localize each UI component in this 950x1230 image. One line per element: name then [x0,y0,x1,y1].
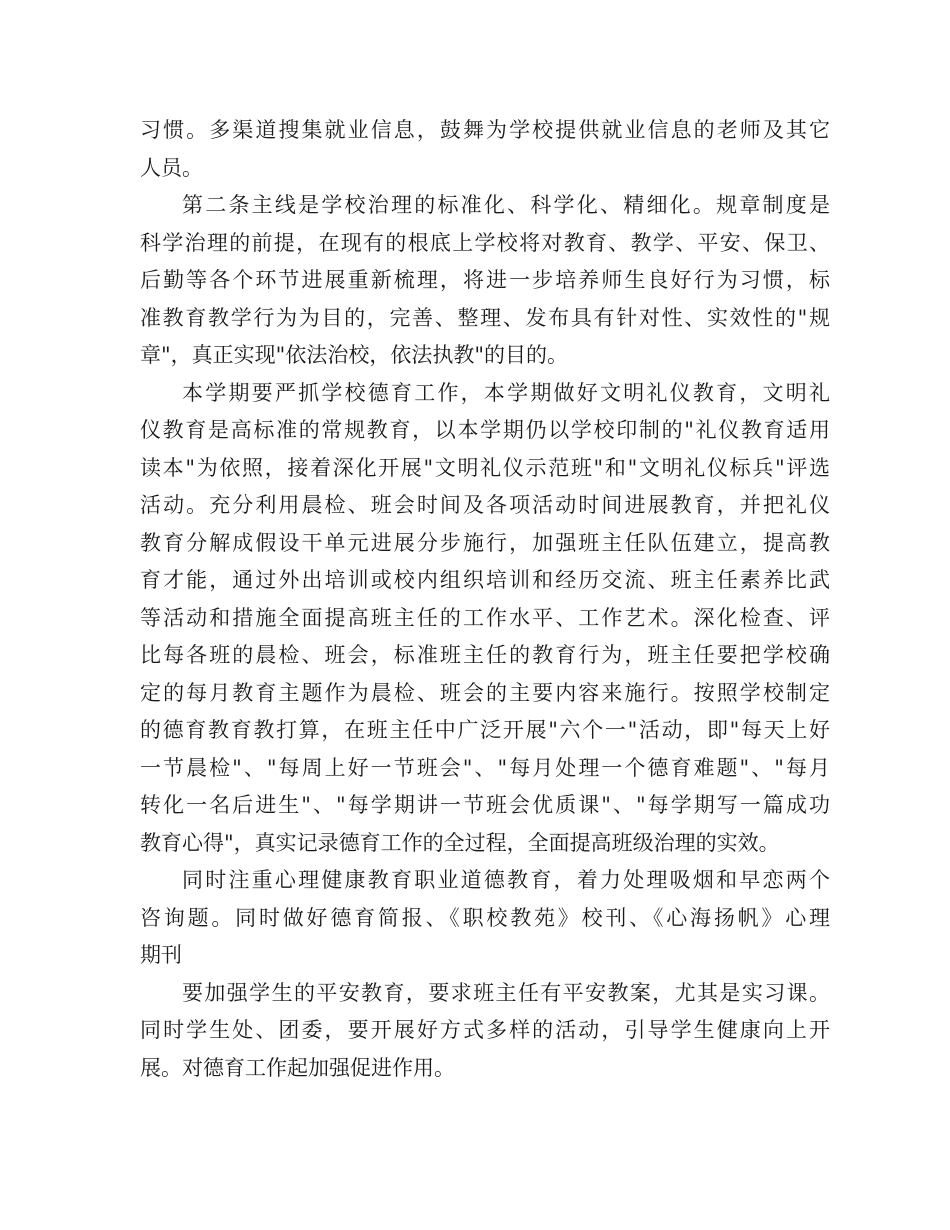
paragraph-2-line-1: 第二条主线是学校治理的标准化、科学化、精细化。规章制度是 [182,193,830,217]
paragraph-4-line-2: 咨询题。同时做好德育简报、《职校教苑》校刊、《心海扬帆》心理 [140,905,830,930]
document-body [140,112,830,1087]
paragraph-2-line-3: 后勤等各个环节进展重新梳理，将进一步培养师生良好行为习惯，标 [140,268,830,292]
paragraph-5-line-2: 同时学生处、团委，要开展好方式多样的活动，引导学生健康向上开 [140,1018,830,1042]
paragraph-5-line-1: 要加强学生的平安教育，要求班主任有平安教案，尤其是实习课。 [182,980,830,1005]
paragraph-3-line-1: 本学期要严抓学校德育工作，本学期做好文明礼仪教育，文明礼 [182,380,830,405]
paragraph-3-line-2: 仪教育是高标准的常规教育，以本学期仍以学校印制的"礼仪教育适用 [140,418,830,442]
paragraph-2-line-4: 准教育教学行为为目的，完善、整理、发布具有针对性、实效性的"规 [140,305,830,330]
paragraph-3-line-5: 教育分解成假设干单元进展分步施行，加强班主任队伍建立，提高教 [140,530,830,555]
paragraph-3-line-7: 等活动和措施全面提高班主任的工作水平、工作艺术。深化检查、评 [140,605,830,630]
paragraph-3-line-10: 的德育教育教打算，在班主任中广泛开展"六个一"活动，即"每天上好 [140,718,830,742]
paragraph-3-line-9: 定的每月教育主题作为晨检、班会的主要内容来施行。按照学校制定 [140,680,830,705]
paragraph-3-line-6: 育才能，通过外出培训或校内组织培训和经历交流、班主任素养比武 [140,568,830,592]
paragraph-1-line-2: 人员。 [140,155,203,180]
paragraph-3-line-8: 比每各班的晨检、班会，标准班主任的教育行为，班主任要把学校确 [140,643,830,667]
paragraph-2-line-2: 科学治理的前提，在现有的根底上学校将对教育、教学、平安、保卫、 [140,230,830,255]
paragraph-4-line-1: 同时注重心理健康教育职业道德教育，着力处理吸烟和早恋两个 [182,868,830,892]
paragraph-3-line-11: 一节晨检"、"每周上好一节班会"、"每月处理一个德育难题"、"每月 [140,755,830,780]
paragraph-3-line-12: 转化一名后进生"、"每学期讲一节班会优质课"、"每学期写一篇成功 [140,793,830,817]
paragraph-5-line-3: 展。对德育工作起加强促进作用。 [140,1055,455,1080]
paragraph-3-line-13: 教育心得"，真实记录德育工作的全过程，全面提高班级治理的实效。 [140,830,780,855]
paragraph-3-line-3: 读本"为依照，接着深化开展"文明礼仪示范班"和"文明礼仪标兵"评选 [140,455,830,480]
paragraph-1-line-1: 习惯。多渠道搜集就业信息，鼓舞为学校提供就业信息的老师及其它 [140,118,830,142]
paragraph-3-line-4: 活动。充分利用晨检、班会时间及各项活动时间进展教育，并把礼仪 [140,493,830,517]
paragraph-2-line-5: 章"，真正实现"依法治校，依法执教"的目的。 [140,343,568,367]
paragraph-4-line-3: 期刊 [140,943,182,967]
